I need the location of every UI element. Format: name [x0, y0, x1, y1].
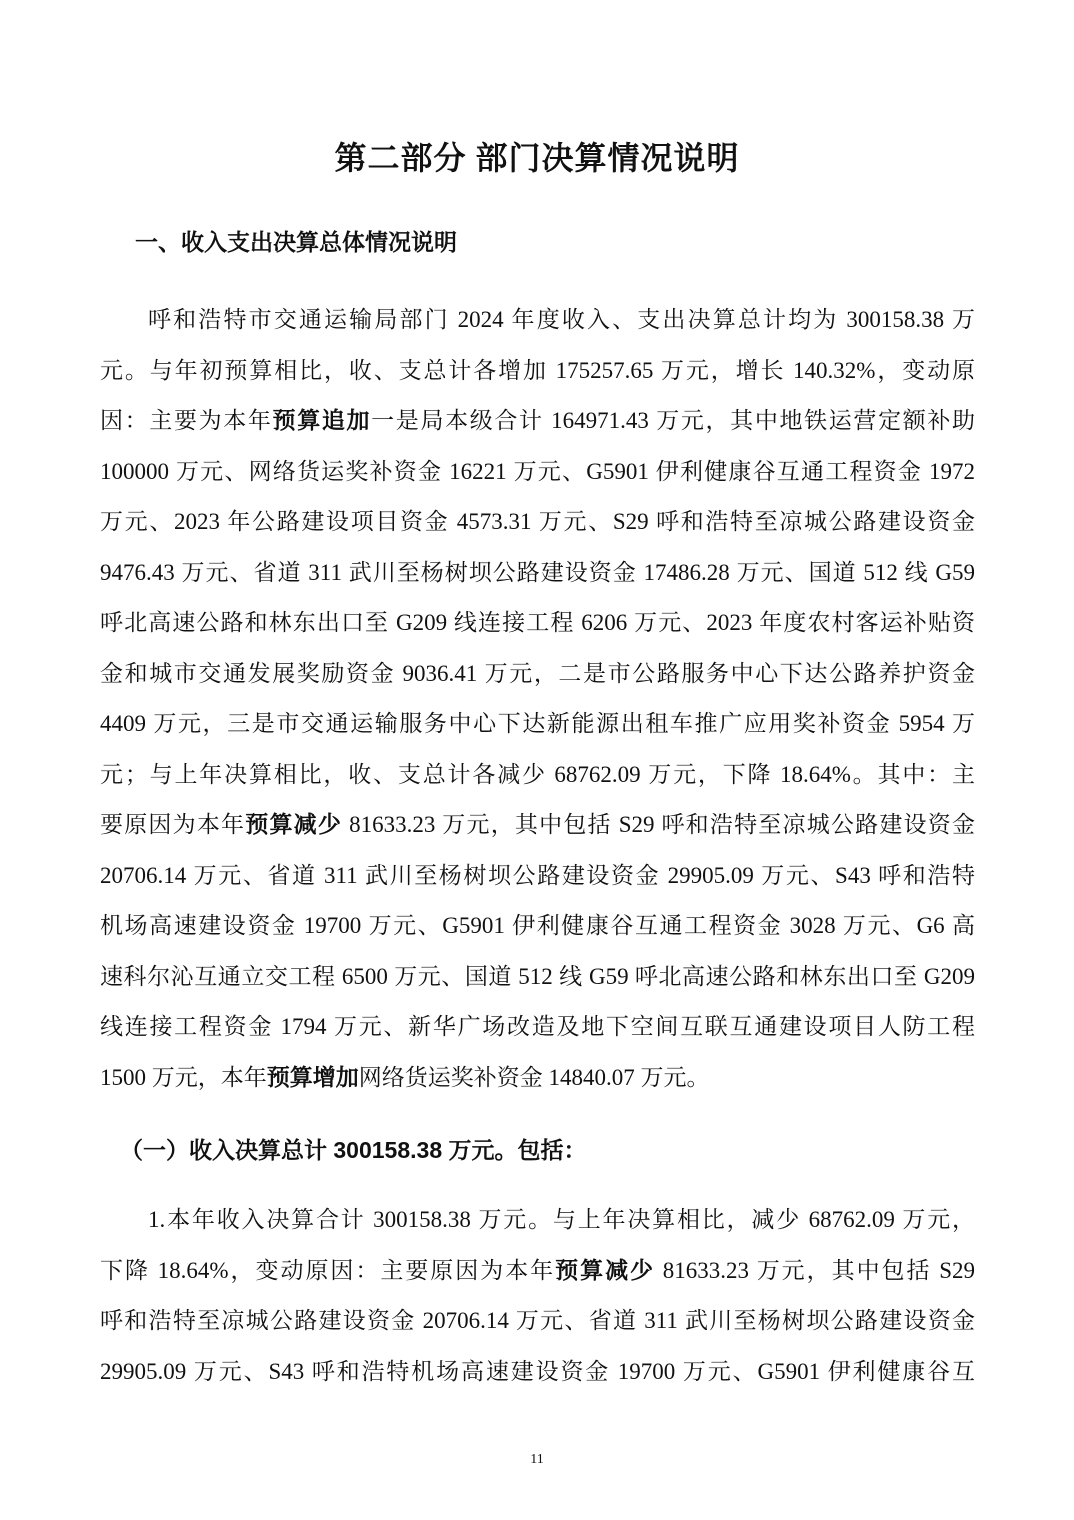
text-segment: 万元、2023 年公路建设项目资金 4573.31 万元、S29 呼和浩特至凉城公路建设资金 [100, 509, 975, 534]
text-segment: 网络货运奖补资金 14840.07 万元。 [358, 1064, 710, 1090]
bold-emphasis: 预算增加 [266, 1064, 359, 1090]
text-segment: 速科尔沁互通立交工程 6500 万元、国道 512 线 G59 呼北高速公路和林东出口至 G209 [100, 963, 975, 989]
text-line [100, 1002, 975, 1053]
text-line [100, 598, 975, 649]
text-segment: 因：主要为本年 [100, 408, 273, 433]
text-segment: 下降 18.64%，变动原因：主要原因为本年 [100, 1257, 556, 1283]
text-segment: 81633.23 万元，其中包括 S29 [655, 1257, 975, 1283]
text-line [100, 649, 975, 700]
text-segment: 元；与上年决算相比，收、支总计各减少 68762.09 万元，下降 18.64%。其中：主 [100, 761, 975, 787]
text-segment: 呼北高速公路和林东出口至 G209 线连接工程 6206 万元、2023 年度农村客运补贴资 [100, 610, 975, 635]
text-line [100, 1053, 975, 1104]
text-line [100, 952, 975, 1003]
text-segment: 20706.14 万元、省道 311 武川至杨树坝公路建设资金 29905.09 万元、S43 呼和浩特 [100, 862, 975, 888]
text-line [100, 396, 975, 447]
bold-emphasis: 预算减少 [555, 1257, 656, 1283]
subsection-heading: （一）收入决算总计 300158.38 万元。包括： [120, 1137, 587, 1163]
text-segment: 呼和浩特市交通运输局部门 2024 年度收入、支出决算总计均为 300158.38 万 [148, 307, 975, 332]
text-segment: 4409 万元，三是市交通运输服务中心下达新能源出租车推广应用奖补资金 5954 万 [100, 711, 975, 736]
text-line [100, 800, 975, 851]
text-line [100, 447, 975, 498]
paragraph-income [100, 1195, 975, 1397]
text-line [100, 699, 975, 750]
text-line [100, 346, 975, 397]
text-segment: 一是局本级合计 164971.43 万元，其中地铁运营定额补助 [371, 408, 975, 433]
text-segment: 9476.43 万元、省道 311 武川至杨树坝公路建设资金 17486.28 万元、国道 512 线 G59 [100, 559, 975, 585]
text-segment: 81633.23 万元，其中包括 S29 呼和浩特至凉城公路建设资金 [342, 812, 975, 837]
text-segment: 100000 万元、网络货运奖补资金 16221 万元、G5901 伊利健康谷互通工程资金 1972 [100, 458, 975, 484]
text-line [100, 851, 975, 902]
text-segment: 机场高速建设资金 19700 万元、G5901 伊利健康谷互通工程资金 3028 万元、G6 高 [100, 913, 975, 938]
text-line [100, 548, 975, 599]
text-line [100, 1195, 975, 1246]
page-title: 第二部分 部门决算情况说明 [334, 140, 740, 176]
text-segment: 29905.09 万元、S43 呼和浩特机场高速建设资金 19700 万元、G5901 伊利健康谷互 [100, 1358, 975, 1384]
text-line [100, 497, 975, 548]
text-segment: 线连接工程资金 1794 万元、新华广场改造及地下空间互联互通建设项目人防工程 [100, 1014, 975, 1039]
text-line [100, 295, 975, 346]
text-line [100, 1296, 975, 1347]
bold-emphasis: 预算追加 [272, 408, 372, 433]
text-line [100, 1347, 975, 1398]
text-line [100, 750, 975, 801]
text-segment: 呼和浩特至凉城公路建设资金 20706.14 万元、省道 311 武川至杨树坝公路建设资金 [100, 1308, 975, 1333]
page-number: 11 [530, 1452, 544, 1467]
text-segment: 要原因为本年 [100, 812, 246, 837]
text-line [100, 901, 975, 952]
text-segment: 1.本年收入决算合计 300158.38 万元。与上年决算相比，减少 68762.09 万元， [148, 1207, 975, 1232]
text-segment: 元。与年初预算相比，收、支总计各增加 175257.65 万元，增长 140.32%，变动原 [100, 357, 975, 383]
text-segment: 1500 万元，本年 [100, 1064, 267, 1090]
paragraph-overview [100, 295, 975, 1103]
text-line [100, 1246, 975, 1297]
section-heading: 一、收入支出决算总体情况说明 [135, 229, 457, 255]
bold-emphasis: 预算减少 [245, 812, 343, 837]
text-segment: 金和城市交通发展奖励资金 9036.41 万元，二是市公路服务中心下达公路养护资金 [100, 660, 975, 686]
